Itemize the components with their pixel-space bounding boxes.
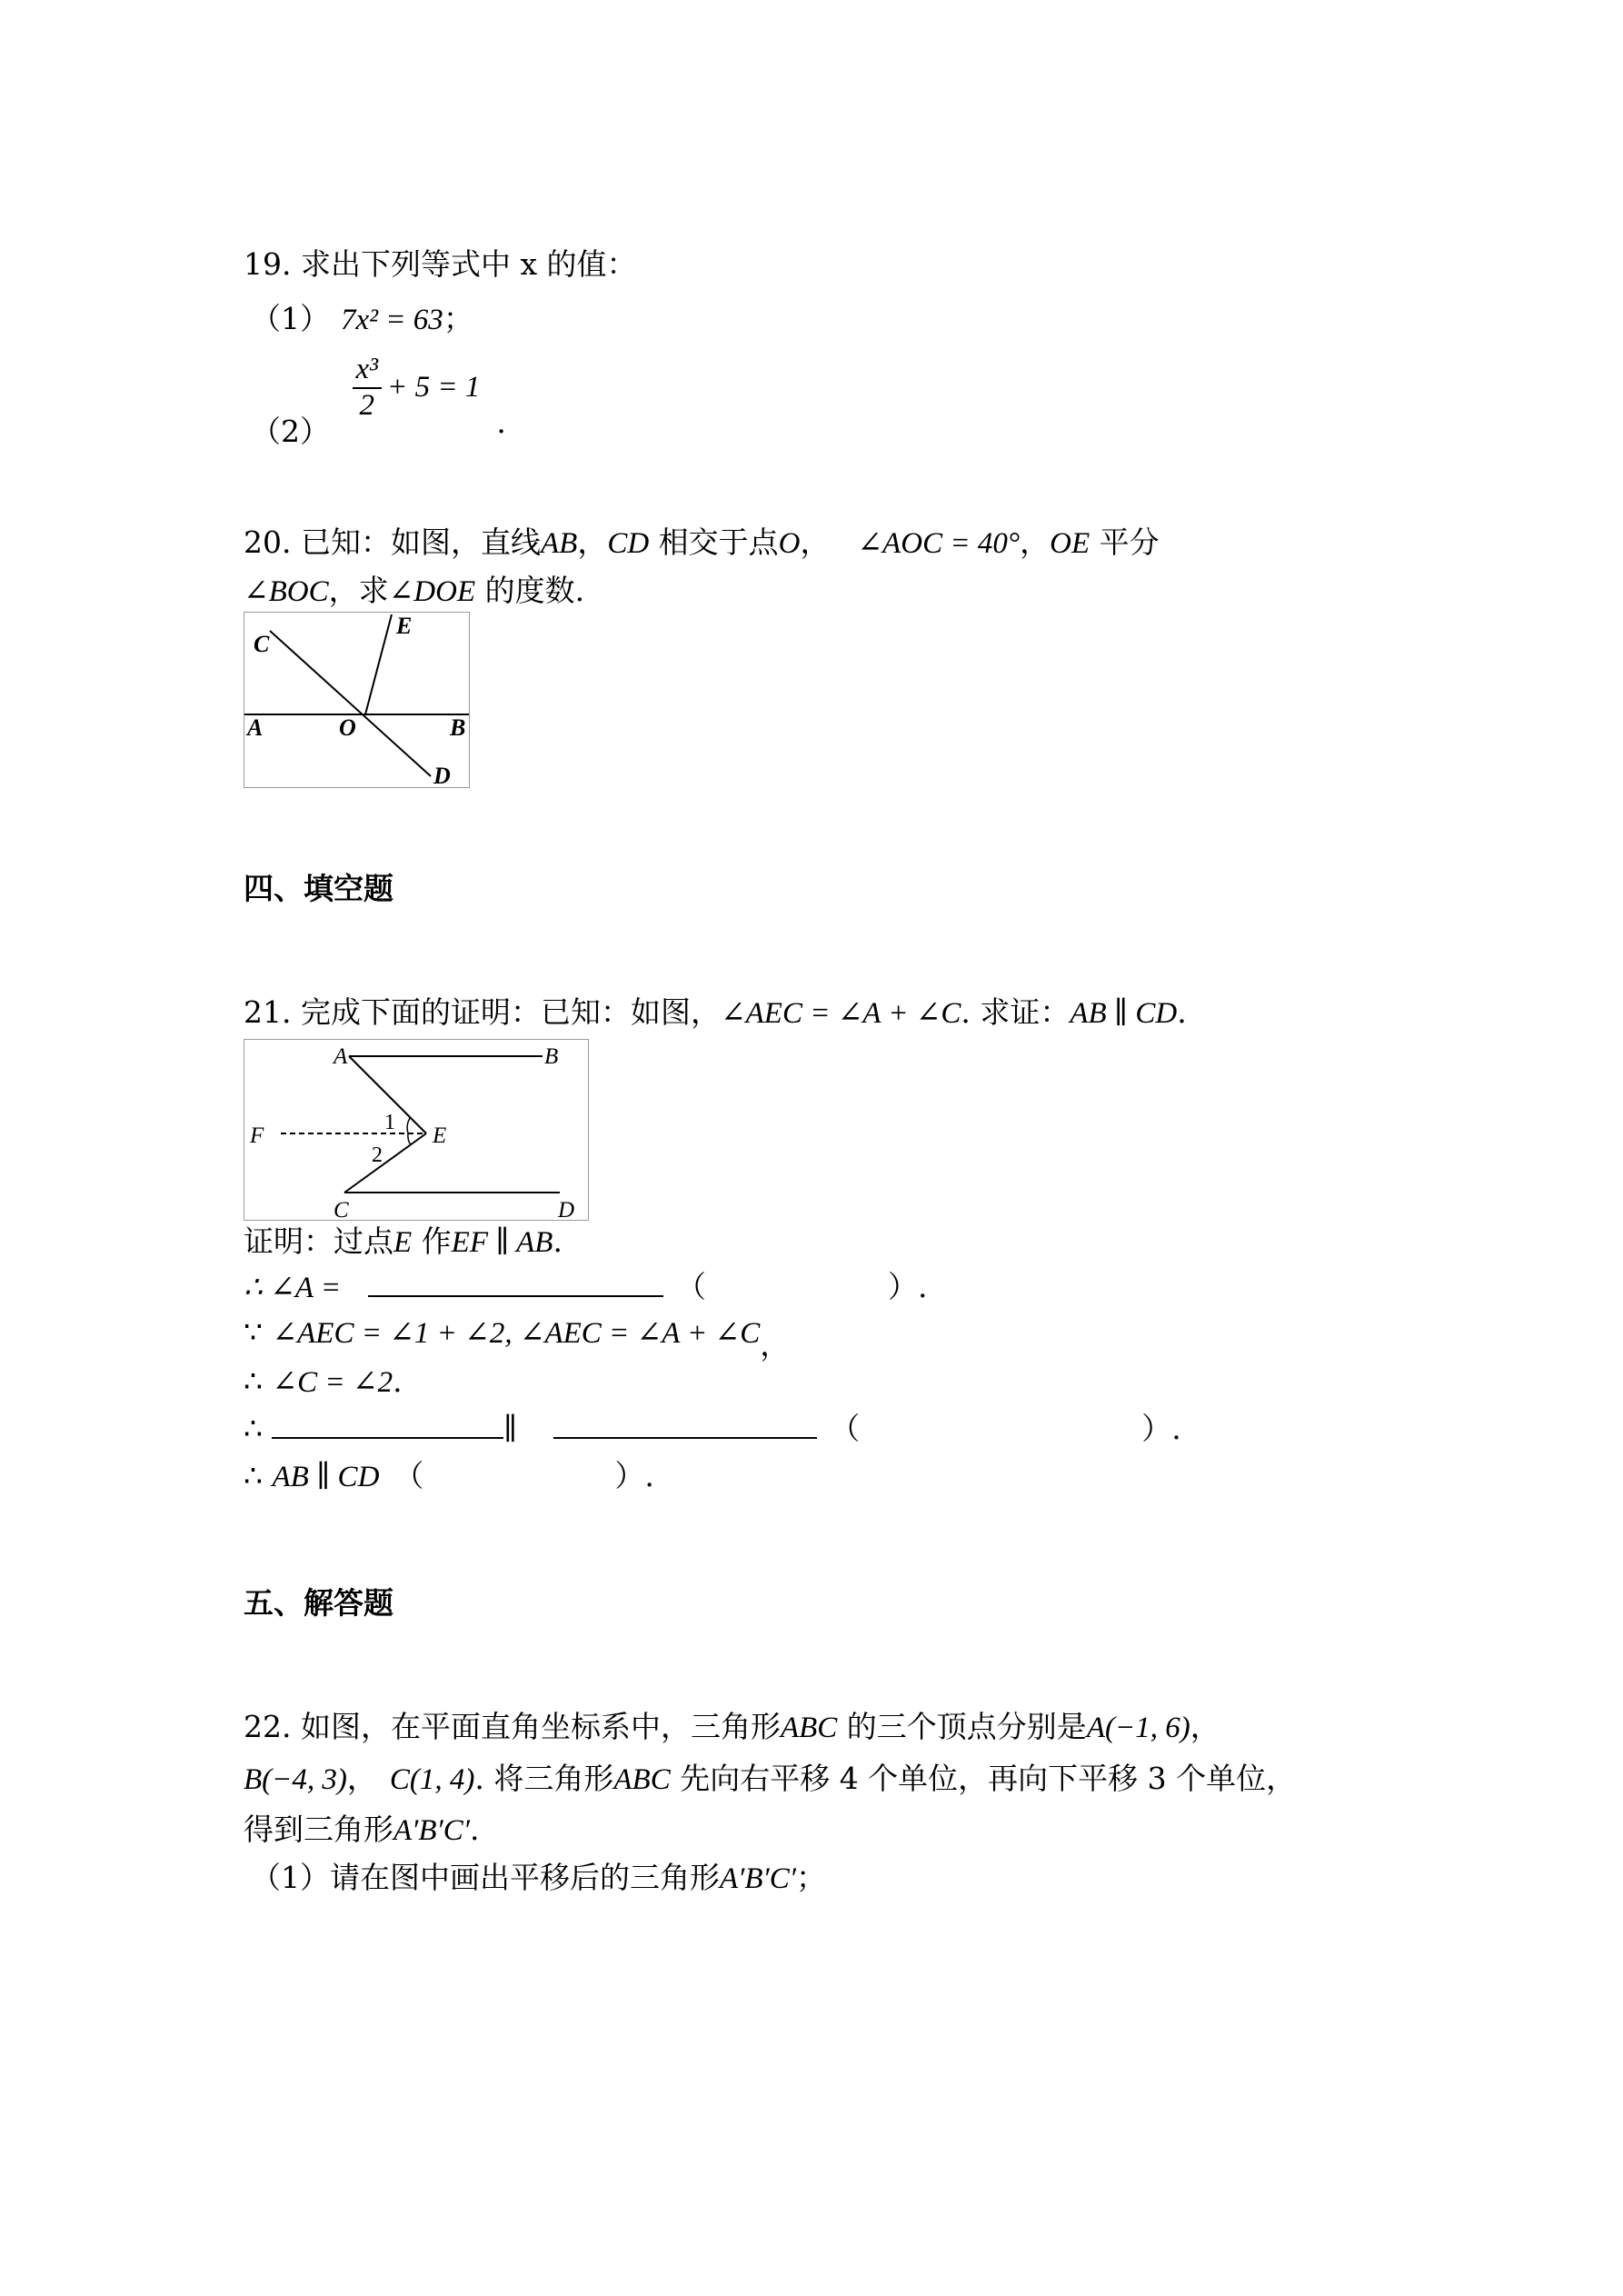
q22-triangle-abc: ABC [780, 1712, 838, 1744]
q22-line1 [244, 1709, 1220, 1747]
q21-prove: AB ∥ CD [1070, 997, 1178, 1030]
q22-part1-triangle: A′B′C′ [720, 1862, 796, 1895]
q21-step1-lhs: ∴ ∠A = [244, 1272, 341, 1304]
q21-proof-step4 [244, 1411, 1181, 1447]
q21-label-e: E [433, 1123, 447, 1148]
q21-step1-open: （ [675, 1269, 706, 1304]
q21-angle1-label: 1 [384, 1111, 395, 1134]
q19-part2-fraction [353, 353, 383, 424]
q21-step2-because: ∵ [244, 1314, 273, 1350]
q20-figure-svg [244, 613, 469, 787]
q20-angle-boc: ∠BOC [244, 575, 329, 608]
q20-intro: 20. 已知：如图，直线 [244, 524, 541, 560]
q20-point-o: O [778, 527, 801, 560]
q20-line-cd: CD [607, 527, 650, 560]
q22-vertex-a: A(−1, 6) [1086, 1712, 1190, 1744]
q22-line1-end: ， [1190, 1709, 1220, 1744]
q22-part1 [251, 1860, 826, 1898]
q20-mid1: 相交于点 [649, 524, 779, 560]
q21-stem-end: . [1177, 994, 1187, 1030]
q21-angle2-label: 2 [372, 1143, 383, 1167]
q21-label-a: A [334, 1044, 348, 1069]
q21-label-c: C [334, 1198, 349, 1220]
q21-step1-close: ）. [887, 1269, 928, 1304]
q20-label-d: D [433, 763, 451, 787]
q20-line2-end: 的度数. [475, 573, 585, 608]
q22-line2-end: 先向右平移 4 个单位，再向下平移 3 个单位， [670, 1761, 1297, 1796]
q20-figure [244, 612, 470, 788]
q21-label-b: B [544, 1044, 559, 1069]
q20-sep1: ， [577, 524, 608, 560]
q22-line1-intro: 22. 如图，在平面直角坐标系中，三角形 [244, 1709, 781, 1744]
q22-line2-sep: ， [346, 1761, 377, 1796]
q21-proof-intro-end: . [553, 1223, 563, 1259]
q21-proof-intro-text: 证明：过点 [244, 1223, 393, 1259]
q22-line2 [244, 1761, 1296, 1799]
q20-line-ab: AB [540, 527, 578, 560]
q21-step4-open: （ [830, 1411, 861, 1446]
q21-figure [244, 1039, 589, 1221]
q21-given: ∠AEC = ∠A + ∠C [720, 997, 961, 1030]
q21-proof-step2 [244, 1314, 791, 1363]
q19-part1-equation: 7x² = 63 [341, 304, 443, 336]
q20-label-c: C [254, 631, 270, 657]
q22-line3-end: . [469, 1812, 480, 1847]
q20-label-o: O [339, 714, 356, 741]
q21-stem-intro: 21. 完成下面的证明：已知：如图， [244, 994, 721, 1030]
q20-sep3: ， [1020, 524, 1050, 560]
q22-line2-mid: . 将三角形 [474, 1761, 614, 1796]
q20-line2 [244, 573, 584, 611]
q20-line1 [244, 524, 1160, 563]
q22-triangle-abc-2: ABC [613, 1763, 671, 1796]
q21-step4-reason-blank[interactable] [860, 1436, 1141, 1439]
q22-part1-end: ； [795, 1860, 826, 1895]
q19-part1 [251, 301, 473, 339]
q21-step5-therefore: ∴ [244, 1458, 273, 1493]
q21-step4-blank-left[interactable] [272, 1436, 503, 1439]
q21-step5-open: （ [393, 1458, 424, 1493]
q22-vertex-c: C(1, 4) [389, 1763, 475, 1796]
q21-figure-svg [244, 1040, 588, 1220]
q21-step4-blank-right[interactable] [553, 1436, 817, 1439]
q21-step2-expr: ∠AEC = ∠1 + ∠2, ∠AEC = ∠A + ∠C [272, 1317, 761, 1350]
q21-proof-step3 [244, 1363, 403, 1402]
q19-part2-denominator: 2 [359, 388, 375, 422]
section4-title: 四、填空题 [244, 871, 393, 906]
q21-step3-expr: ∠C = ∠2 [272, 1366, 393, 1399]
q21-proof-step1 [244, 1269, 927, 1307]
q19-part2-label: （2） [251, 413, 330, 449]
q20-line2-mid: ，求 [328, 573, 389, 608]
q19-stem: 19. 求出下列等式中 x 的值： [244, 246, 637, 282]
q21-step5-reason-blank[interactable] [423, 1483, 614, 1486]
q21-step4-therefore: ∴ [244, 1411, 263, 1446]
q22-part1-text: （1）请在图中画出平移后的三角形 [251, 1860, 720, 1895]
q19-part1-tail: ； [443, 301, 473, 336]
q20-label-e: E [396, 613, 413, 639]
q21-stem-mid: . 求证： [961, 994, 1070, 1030]
q19-part2 [251, 353, 506, 449]
q19-part2-tail: . [496, 404, 506, 440]
q21-step4-parallel: ∥ [503, 1411, 518, 1446]
q21-stem [244, 994, 1187, 1033]
q21-step5-expr: AB ∥ CD [272, 1461, 380, 1493]
q20-label-a: A [247, 714, 264, 741]
q20-angle-aoc: ∠AOC = 40° [857, 527, 1021, 560]
q22-vertex-b: B(−4, 3) [244, 1763, 347, 1796]
q21-proof-intro-mid: 作 [412, 1223, 452, 1259]
q20-mid2: 平分 [1090, 524, 1160, 560]
q21-step3-therefore: ∴ [244, 1363, 273, 1399]
q21-proof-step5 [244, 1458, 654, 1496]
q21-proof-intro [244, 1223, 563, 1262]
q20-ray-oe: OE [1050, 527, 1090, 560]
q21-step3-end: . [393, 1363, 403, 1399]
q21-label-d: D [558, 1198, 575, 1220]
q22-line1-mid: 的三个顶点分别是 [837, 1709, 1087, 1744]
q19-part2-rest: + 5 = 1 [387, 370, 481, 404]
q20-label-b: B [450, 714, 466, 741]
q22-line3-intro: 得到三角形 [244, 1812, 393, 1847]
q19-part2-numerator: x³ [353, 353, 383, 389]
q21-proof-point-e: E [393, 1226, 413, 1259]
q22-triangle-prime: A′B′C′ [393, 1814, 470, 1847]
q21-label-f: F [250, 1123, 264, 1148]
q20-angle-doe: ∠DOE [388, 575, 476, 608]
q21-step5-close: ）. [614, 1458, 654, 1493]
q21-step1-blank[interactable] [368, 1294, 663, 1297]
q21-step4-close: ）. [1141, 1411, 1181, 1446]
q20-sep2: ， [800, 524, 831, 560]
q21-step1-reason-blank[interactable] [706, 1294, 888, 1297]
q21-step2-end: ， [760, 1327, 791, 1363]
section5-title: 五、解答题 [244, 1585, 393, 1621]
q21-proof-relation: EF ∥ AB [451, 1226, 553, 1259]
q22-line3 [244, 1812, 479, 1850]
q19-part1-label: （1） [251, 301, 330, 336]
